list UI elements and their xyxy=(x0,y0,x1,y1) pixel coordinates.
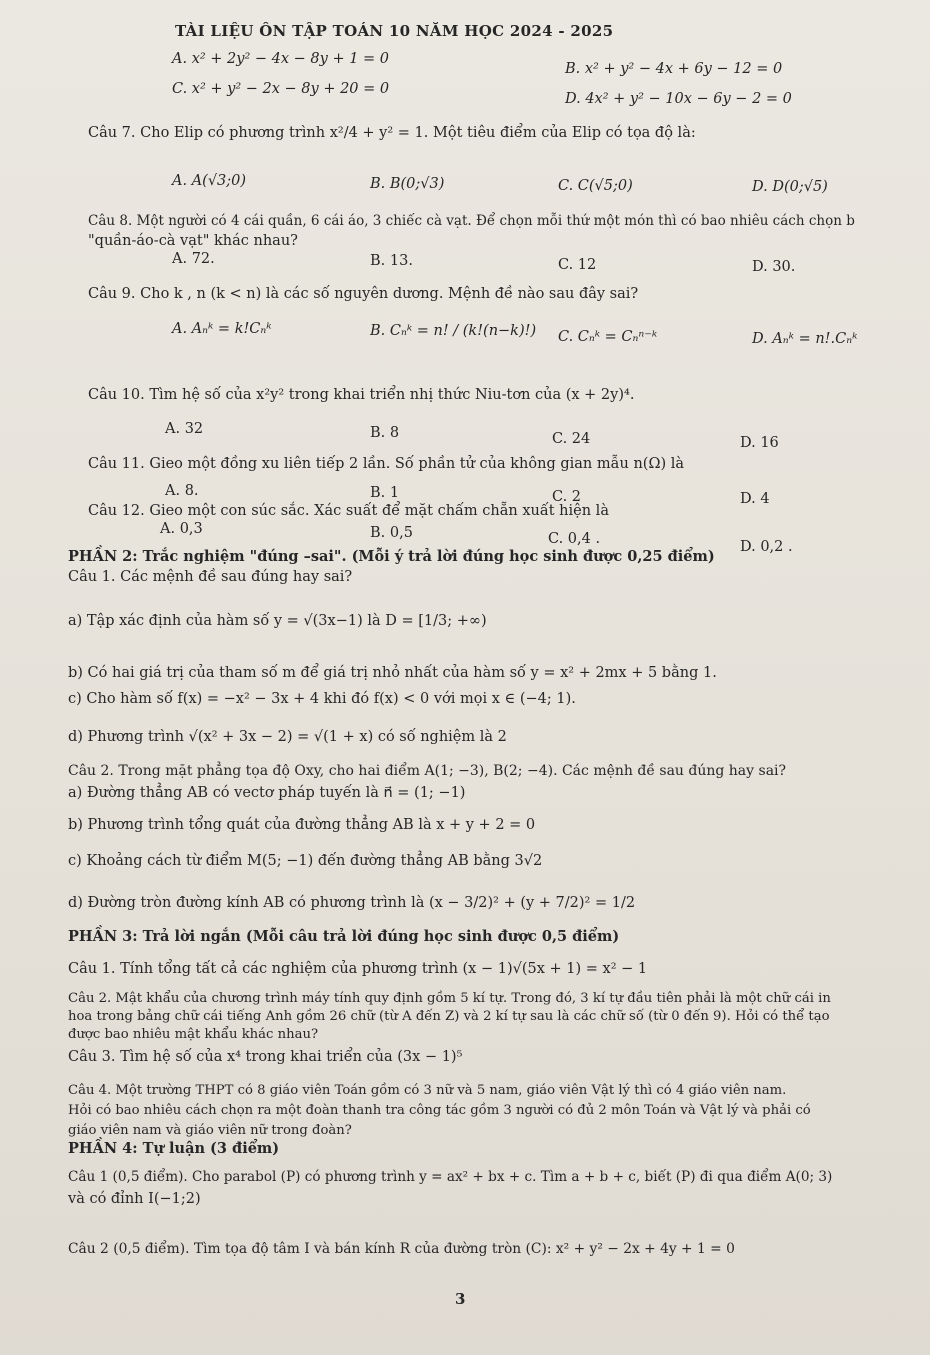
part3-q1-text: Câu 1. Tính tổng tất cả các nghiệm của phương trình (x − 1)√(5x + 1) = x² − 1 xyxy=(68,961,648,977)
part2-q1-b: b) Có hai giá trị của tham số m để giá trị nhỏ nhất của hàm số y = x² + 2mx + 5 bằng 1. xyxy=(68,665,717,681)
part2-q2-a: a) Đường thẳng AB có vectơ pháp tuyến là n⃗ = (1; −1) xyxy=(68,785,466,801)
q11-text: Câu 11. Gieo một đồng xu liên tiếp 2 lần. Số phần tử của không gian mẫu n(Ω) là xyxy=(88,456,685,472)
page-number: 3 xyxy=(455,1290,466,1308)
q6-option-c: C. x² + y² − 2x − 8y + 20 = 0 xyxy=(172,81,390,97)
q6-option-d: D. 4x² + y² − 10x − 6y − 2 = 0 xyxy=(565,91,792,107)
part2-q1-a: a) Tập xác định của hàm số y = √(3x−1) là D = [1/3; +∞) xyxy=(68,613,487,629)
q8-text-2: "quần-áo-cà vạt" khác nhau? xyxy=(88,233,298,249)
q9-option-b: B. Cₙᵏ = n! / (k!(n−k)!) xyxy=(370,323,537,339)
part2-q2-c: c) Khoảng cách từ điểm M(5; −1) đến đường thẳng AB bằng 3√2 xyxy=(68,853,543,869)
q7-option-d: D. D(0;√5) xyxy=(752,179,828,195)
q10-option-c: C. 24 xyxy=(552,431,591,447)
q7-option-a: A. A(√3;0) xyxy=(172,173,247,189)
q8-option-c: C. 12 xyxy=(558,257,597,273)
q9-option-a: A. Aₙᵏ = k!Cₙᵏ xyxy=(172,321,272,337)
part4-heading: PHẦN 4: Tự luận (3 điểm) xyxy=(68,1140,280,1157)
q8-option-b: B. 13. xyxy=(370,253,413,269)
q12-option-a: A. 0,3 xyxy=(160,521,203,537)
part3-q3-text: Câu 3. Tìm hệ số của x⁴ trong khai triển của (3x − 1)⁵ xyxy=(68,1049,463,1065)
q11-option-b: B. 1 xyxy=(370,485,400,501)
q11-option-c: C. 2 xyxy=(552,489,582,505)
q11-option-a: A. 8. xyxy=(165,483,199,499)
q7-option-c: C. C(√5;0) xyxy=(558,178,633,194)
part2-q2-d: d) Đường tròn đường kính AB có phương trình là (x − 3/2)² + (y + 7/2)² = 1/2 xyxy=(68,895,636,911)
part3-q4-text-2: Hỏi có bao nhiêu cách chọn ra một đoàn thanh tra công tác gồm 3 người có đủ 2 môn Toán và Vật lý và phải có xyxy=(68,1103,811,1118)
q8-text-1: Câu 8. Một người có 4 cái quần, 6 cái áo, 3 chiếc cà vạt. Để chọn mỗi thứ một món thì có bao nhiêu cách chọn b xyxy=(88,213,855,229)
q12-option-b: B. 0,5 xyxy=(370,525,413,541)
part2-q1-text: Câu 1. Các mệnh đề sau đúng hay sai? xyxy=(68,569,353,585)
part4-q2-text: Câu 2 (0,5 điểm). Tìm tọa độ tâm I và bán kính R của đường tròn (C): x² + y² − 2x + 4y + 1 = 0 xyxy=(68,1241,735,1257)
document-title: TÀI LIỆU ÔN TẬP TOÁN 10 NĂM HỌC 2024 - 2025 xyxy=(175,22,614,40)
q12-text: Câu 12. Gieo một con súc sắc. Xác suất để mặt chấm chẵn xuất hiện là xyxy=(88,503,609,519)
q6-option-b: B. x² + y² − 4x + 6y − 12 = 0 xyxy=(565,61,783,77)
q7-option-b: B. B(0;√3) xyxy=(370,176,445,192)
q10-option-d: D. 16 xyxy=(740,435,779,451)
q9-option-c: C. Cₙᵏ = Cₙⁿ⁻ᵏ xyxy=(558,329,658,345)
part3-heading: PHẦN 3: Trả lời ngắn (Mỗi câu trả lời đúng học sinh được 0,5 điểm) xyxy=(68,928,620,945)
part3-q2-text-3: được bao nhiêu mật khẩu khác nhau? xyxy=(68,1027,319,1042)
part2-heading: PHẦN 2: Trắc nghiệm "đúng –sai". (Mỗi ý trả lời đúng học sinh được 0,25 điểm) xyxy=(68,548,715,565)
q6-option-a: A. x² + 2y² − 4x − 8y + 1 = 0 xyxy=(172,51,390,67)
part3-q4-text-1: Câu 4. Một trường THPT có 8 giáo viên Toán gồm có 3 nữ và 5 nam, giáo viên Vật lý thì có 4 giáo viên nam. xyxy=(68,1083,787,1098)
part3-q2-text-2: hoa trong bảng chữ cái tiếng Anh gồm 26 chữ (từ A đến Z) và 2 kí tự sau là các chữ số (từ 0 đến 9). Hỏi có thể tạo xyxy=(68,1009,830,1024)
q9-text: Câu 9. Cho k , n (k < n) là các số nguyên dương. Mệnh đề nào sau đây sai? xyxy=(88,286,639,302)
part2-q2-text: Câu 2. Trong mặt phẳng tọa độ Oxy, cho hai điểm A(1; −3), B(2; −4). Các mệnh đề sau đúng hay sai? xyxy=(68,763,787,779)
q10-option-a: A. 32 xyxy=(165,421,204,437)
q8-option-a: A. 72. xyxy=(172,251,215,267)
part2-q1-c: c) Cho hàm số f(x) = −x² − 3x + 4 khi đó f(x) < 0 với mọi x ∈ (−4; 1). xyxy=(68,691,576,707)
q10-option-b: B. 8 xyxy=(370,425,400,441)
q11-option-d: D. 4 xyxy=(740,491,770,507)
q8-option-d: D. 30. xyxy=(752,259,796,275)
part2-q2-b: b) Phương trình tổng quát của đường thẳng AB là x + y + 2 = 0 xyxy=(68,817,536,833)
q7-text: Câu 7. Cho Elip có phương trình x²/4 + y² = 1. Một tiêu điểm của Elip có tọa độ là: xyxy=(88,125,696,141)
part3-q4-text-3: giáo viên nam và giáo viên nữ trong đoàn? xyxy=(68,1123,352,1138)
q12-option-d: D. 0,2 . xyxy=(740,539,793,555)
part3-q2-text-1: Câu 2. Mật khẩu của chương trình máy tính quy định gồm 5 kí tự. Trong đó, 3 kí tự đầu tiên phải là một chữ cái in xyxy=(68,991,831,1006)
part2-q1-d: d) Phương trình √(x² + 3x − 2) = √(1 + x) có số nghiệm là 2 xyxy=(68,729,507,745)
q12-option-c: C. 0,4 . xyxy=(548,531,601,547)
part4-q1-text-1: Câu 1 (0,5 điểm). Cho parabol (P) có phương trình y = ax² + bx + c. Tìm a + b + c, biết (P) đi qua điểm A(0; 3) xyxy=(68,1169,833,1185)
q9-option-d: D. Aₙᵏ = n!.Cₙᵏ xyxy=(752,331,858,347)
q10-text: Câu 10. Tìm hệ số của x²y² trong khai triển nhị thức Niu-tơn của (x + 2y)⁴. xyxy=(88,387,635,403)
part4-q1-text-2: và có đỉnh I(−1;2) xyxy=(68,1191,201,1207)
